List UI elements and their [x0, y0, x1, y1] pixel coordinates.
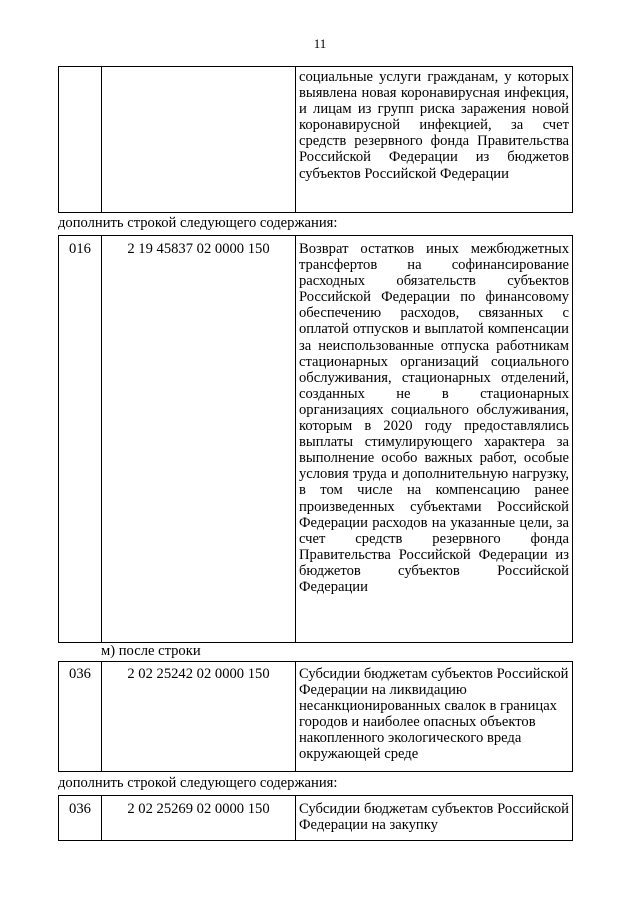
row-description: социальные услуги гражданам, у которых выявлена новая коронавирусная инфекция, и лицам из групп риска заражения новой коронавирусной инфекцией, за счет средств резервного фонда Правительства Российской Федерации из бюджетов субъектов Российской Федерации — [296, 67, 573, 213]
instruction-add-row: дополнить строкой следующего содержания: — [58, 775, 338, 791]
table-row — [59, 67, 573, 213]
table-row — [59, 236, 573, 643]
row-code — [59, 67, 102, 213]
row-kbk: 2 02 25242 02 0000 150 — [102, 662, 296, 772]
table-row — [59, 662, 573, 772]
row-code: 036 — [59, 796, 102, 841]
row-description: Субсидии бюджетам субъектов Российской Федерации на закупку — [296, 796, 573, 841]
table-reference-row-036 — [58, 661, 573, 772]
row-code: 016 — [59, 236, 102, 643]
page-number: 11 — [313, 36, 327, 51]
instruction-after-row: м) после строки — [101, 643, 201, 659]
table-added-row-036 — [58, 795, 573, 841]
table-added-row-016 — [58, 235, 573, 643]
row-kbk: 2 02 25269 02 0000 150 — [102, 796, 296, 841]
row-description: Возврат остатков иных межбюджетных трансфертов на софинансирование расходных обязательств субъектов Российской Федерации по финансовому обеспечению расходов, связанных с оплатой отпусков и выплатой компенсации за неиспользованные отпуска работникам стационарных организаций социального обслуживания, стационарных отделений, созданных не в стационарных организациях социального обслуживания, которым в 2020 году предоставлялись выплаты стимулирующего характера за выполнение особо важных работ, особые условия труда и дополнительную нагрузку, в том числе на компенсацию ранее произведенных субъектами Российской Федерации расходов на указанные цели, за счет средств резервного фонда Правительства Российской Федерации из бюджетов субъектов Российской Федерации — [296, 236, 573, 643]
row-kbk: 2 19 45837 02 0000 150 — [102, 236, 296, 643]
table-row — [59, 796, 573, 841]
row-code: 036 — [59, 662, 102, 772]
table-continuation — [58, 66, 573, 213]
instruction-add-row: дополнить строкой следующего содержания: — [58, 215, 338, 231]
row-description: Субсидии бюджетам субъектов Российской Федерации на ликвидацию несанкционированных свалок в границах городов и наиболее опасных объектов накопленного экологического вреда окружающей среде — [296, 662, 573, 772]
row-kbk — [102, 67, 296, 213]
